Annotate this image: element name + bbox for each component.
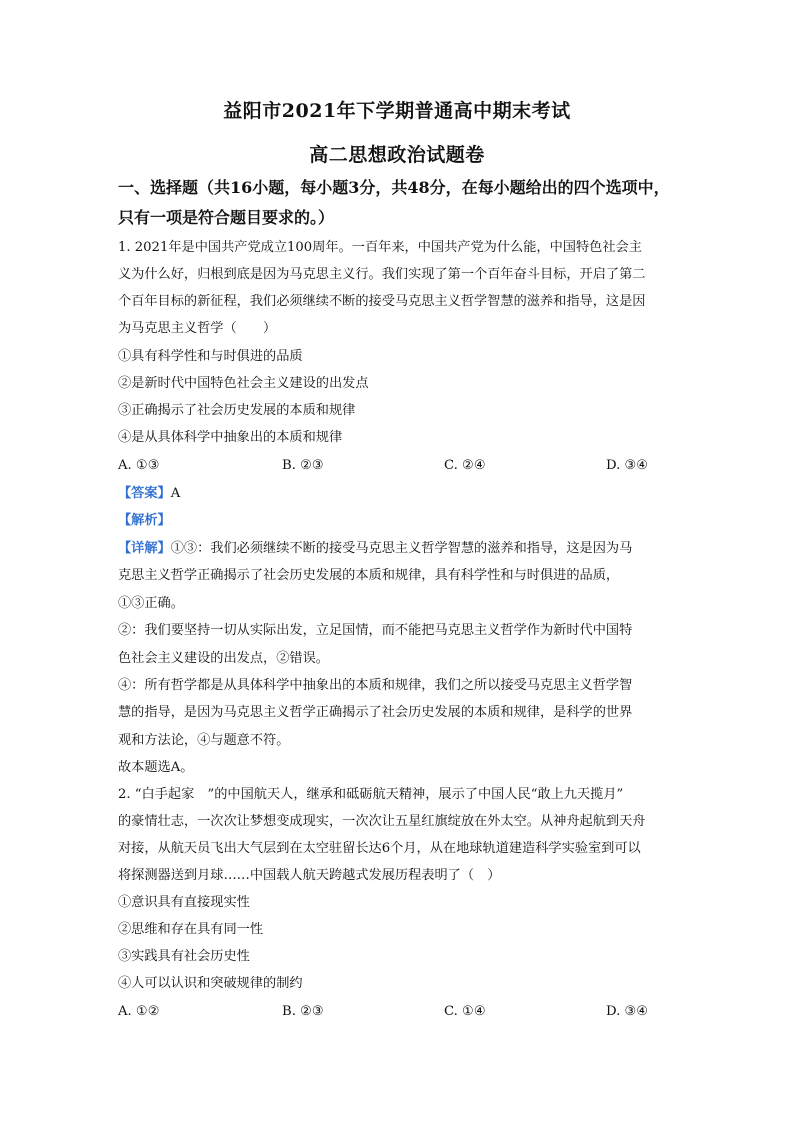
q1-option-c: C. ②④ — [444, 458, 486, 473]
q2-item: ①意识具有直接现实性 — [118, 895, 250, 910]
q1-detail-line: ④：所有哲学都是从具体科学中抽象出的本质和规律，我们之所以接受马克思主义哲学智 — [118, 678, 633, 693]
q1-item: ①具有科学性和与时俱进的品质 — [118, 349, 303, 364]
q1-detail-line: 故本题选A。 — [118, 760, 194, 775]
section-heading-line2: 只有一项是符合题目要求的。） — [118, 208, 335, 227]
q1-option-b: B. ②③ — [282, 458, 324, 473]
q1-detail-line: 观和方法论，④与题意不符。 — [118, 733, 290, 748]
q2-item: ②思维和存在具有同一性 — [118, 922, 264, 937]
q1-detail-line: 慧的指导，是因为马克思主义哲学正确揭示了社会历史发展的本质和规律，是科学的世界 — [118, 705, 633, 720]
q1-stem-line: 1. 2021年是中国共产党成立100周年。一百年来，中国共产党为什么能，中国特色社会主 — [118, 240, 642, 255]
q2-option-a: A. ①② — [118, 1004, 160, 1019]
q1-detail-line — [118, 539, 632, 559]
q1-detail-line: ②：我们要坚持一切从实际出发，立足国情，而不能把马克思主义哲学作为新时代中国特 — [118, 623, 633, 638]
q1-detail-line: ①③正确。 — [118, 596, 184, 611]
q1-item: ②是新时代中国特色社会主义建设的出发点 — [118, 376, 369, 391]
q1-item: ④是从具体科学中抽象出的本质和规律 — [118, 430, 343, 445]
answer-value: A — [170, 486, 181, 501]
q1-analysis — [118, 511, 171, 531]
q2-item: ③实践具有社会历史性 — [118, 949, 250, 964]
analysis-label: 【解析】 — [118, 513, 171, 528]
section-heading-line1: 一、选择题（共16小题，每小题3分，共48分，在每小题给出的四个选项中， — [118, 178, 670, 197]
q1-answer — [118, 484, 180, 504]
q2-item: ④人可以认识和突破规律的制约 — [118, 976, 303, 991]
q1-option-d: D. ③④ — [606, 458, 649, 473]
q2-stem-line: 的豪情壮志，一次次让梦想变成现实，一次次让五星红旗绽放在外太空。从神舟起航到天舟 — [118, 814, 646, 829]
q1-stem-line: 义为什么好，归根到底是因为马克思主义行。我们实现了第一个百年奋斗目标，开启了第二 — [118, 267, 646, 282]
q1-stem-line: 个百年目标的新征程，我们必须继续不断的接受马克思主义哲学智慧的滋养和指导，这是因 — [118, 294, 646, 309]
q2-option-c: C. ①④ — [444, 1004, 486, 1019]
answer-label: 【答案】 — [118, 486, 171, 501]
q2-stem-line: 对接，从航天员飞出大气层到在太空驻留长达6个月，从在地球轨道建造科学实验室到可以 — [118, 841, 641, 856]
detail-label: 【详解】 — [118, 541, 171, 556]
q1-detail-line: 色社会主义建设的出发点，②错误。 — [118, 651, 329, 666]
q1-stem-line: 为马克思主义哲学（ ） — [118, 321, 277, 336]
q2-option-b: B. ②③ — [282, 1004, 324, 1019]
exam-subtitle: 高二思想政治试题卷 — [309, 144, 485, 166]
detail-text: ①③：我们必须继续不断的接受马克思主义哲学智慧的滋养和指导，这是因为马 — [170, 541, 633, 556]
q1-detail-line: 克思主义哲学正确揭示了社会历史发展的本质和规律，具有科学性和与时俱进的品质， — [118, 568, 620, 583]
q2-stem-line: 将探测器送到月球……中国载人航天跨越式发展历程表明了（ ） — [118, 868, 501, 883]
exam-title: 益阳市2021年下学期普通高中期末考试 — [223, 100, 571, 122]
q2-option-d: D. ③④ — [606, 1004, 649, 1019]
q1-option-a: A. ①③ — [118, 458, 160, 473]
q1-item: ③正确揭示了社会历史发展的本质和规律 — [118, 403, 356, 418]
q2-stem-line: 2. “白手起家 ”的中国航天人，继承和砥砺航天精神，展示了中国人民“敢上九天揽月” — [118, 787, 624, 802]
